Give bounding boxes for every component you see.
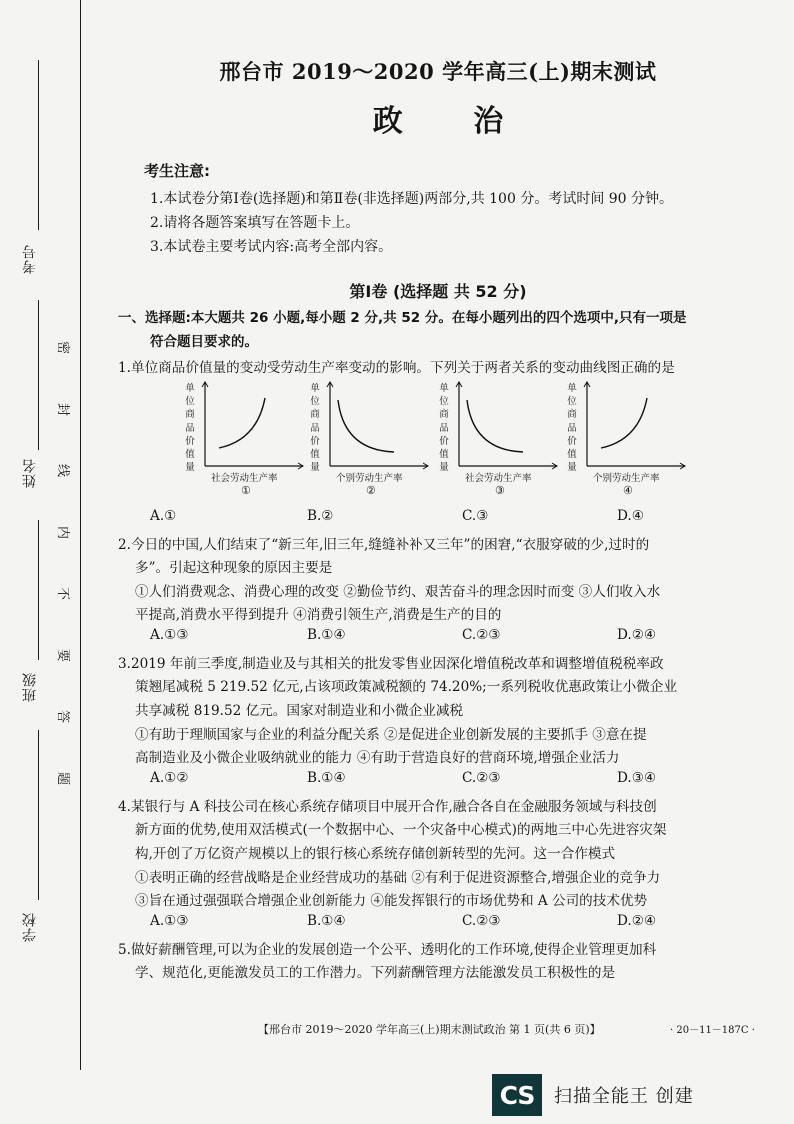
seal-char: 答 (55, 710, 71, 724)
exam-no-label: 考号 (22, 244, 38, 274)
section-instruction: 一、选择题:本大题共 26 小题,每小题 2 分,共 52 分。在每小题列出的四个选项中,只有一项是 (118, 310, 687, 326)
class-field (38, 520, 39, 660)
notice-item: 2.请将各题答案填写在答题卡上。 (150, 215, 360, 231)
part-title: 第Ⅰ卷 (选择题 共 52 分) (349, 282, 527, 301)
question-3-line: 共享减税 819.52 亿元。国家对制造业和小微企业减税 (135, 703, 464, 719)
exam-no-field (38, 60, 39, 230)
q3-option-d[interactable]: D.③④ (617, 770, 657, 786)
q1-graph-2 (308, 378, 433, 500)
question-2-line: ①人们消费观念、消费心理的改变 ②勤俭节约、艰苦奋斗的理念因时而变 ③人们收入水 (135, 584, 661, 600)
graph-plot (199, 378, 309, 474)
seal-line (40, 300, 41, 800)
graph-number-label: ① (241, 484, 251, 497)
section-instruction: 符合题目要求的。 (150, 334, 258, 350)
seal-char: 线 (55, 464, 71, 478)
graph-curve (467, 400, 523, 452)
name-label: 姓名 (22, 458, 38, 488)
school-field (38, 730, 39, 900)
question-3-line: 3.2019 年前三季度,制造业及与其相关的批发零售业因深化增值税改革和调整增值税税率政 (118, 656, 664, 672)
graph-y-axis-label: 单位商品价值量 (567, 383, 577, 474)
q2-option-c[interactable]: C.②③ (462, 627, 501, 643)
question-5-line: 5.做好薪酬管理,可以为企业的发展创造一个公平、透明化的工作环境,使得企业管理更加科 (118, 942, 657, 958)
school-label: 学校 (22, 912, 38, 942)
q3-option-c[interactable]: C.②③ (462, 770, 501, 786)
question-4-line: 4.某银行与 A 科技公司在核心系统存储项目中展开合作,融合各自在金融服务领域与科技创 (118, 799, 657, 815)
subject-title: 政 治 (372, 104, 534, 139)
seal-char: 封 (55, 402, 71, 416)
graph-plot (581, 378, 691, 474)
graph-x-axis-label: 社会劳动生产率 (211, 473, 278, 484)
graph-y-axis-label: 单位商品价值量 (310, 383, 320, 474)
question-3-line: 策翘尾减税 5 219.52 亿元,占该项政策减税额的 74.20%;一系列税收优惠政策让小微企业 (135, 679, 678, 695)
seal-char: 密 (55, 340, 71, 355)
graph-x-axis-label: 个别劳动生产率 (336, 473, 403, 484)
graph-plot (324, 378, 434, 474)
question-1-stem: 1.单位商品价值量的变动受劳动生产率变动的影响。下列关于两者关系的变动曲线图正确的是 (118, 360, 675, 376)
q4-option-c[interactable]: C.②③ (462, 913, 501, 929)
graph-curve (338, 400, 394, 452)
graph-y-axis-label: 单位商品价值量 (439, 383, 449, 474)
margin-border-line (80, 0, 81, 1070)
graph-number-label: ③ (495, 484, 505, 497)
name-field (38, 300, 39, 450)
page-footer: 【邢台市 2019～2020 学年高三(上)期末测试政治 第 1 页(共 6 页)】 (258, 1023, 601, 1036)
seal-char: 要 (55, 648, 71, 662)
q1-option-a[interactable]: A.① (150, 508, 177, 524)
class-label: 班级 (22, 672, 38, 702)
q3-option-a[interactable]: A.①② (150, 770, 189, 786)
notice-item: 3.本试卷主要考试内容:高考全部内容。 (150, 239, 393, 255)
q1-option-b[interactable]: B.② (307, 508, 334, 524)
q1-graph-4 (565, 378, 690, 500)
binding-margin (0, 0, 82, 1070)
question-3-line: ①有助于理顺国家与企业的利益分配关系 ②是促进企业创新发展的主要抓手 ③意在提 (135, 727, 647, 743)
q4-option-b[interactable]: B.①④ (307, 913, 346, 929)
camscanner-watermark-text: 扫描全能王 创建 (554, 1086, 694, 1107)
question-3-line: 高制造业及小微企业吸纳就业的能力 ④有助于营造良好的营商环境,增强企业活力 (135, 750, 620, 766)
graph-y-axis-label: 单位商品价值量 (185, 383, 195, 474)
graph-x-axis-label: 社会劳动生产率 (465, 473, 532, 484)
q1-graph-1 (183, 378, 308, 500)
question-4-line: ①表明正确的经营战略是企业经营成功的基础 ②有利于促进资源整合,增强企业的竞争力 (135, 870, 661, 886)
graph-number-label: ④ (623, 484, 633, 497)
q2-option-d[interactable]: D.②④ (617, 627, 657, 643)
graph-curve (601, 398, 647, 448)
notice-heading: 考生注意: (144, 162, 210, 180)
notice-item: 1.本试卷分第Ⅰ卷(选择题)和第Ⅱ卷(非选择题)两部分,共 100 分。考试时间 90 分钟。 (150, 191, 674, 207)
seal-char: 内 (55, 525, 71, 539)
q1-option-c[interactable]: C.③ (462, 508, 489, 524)
graph-curve (219, 398, 265, 448)
q4-option-d[interactable]: D.②④ (617, 913, 657, 929)
paper-code: · 20－11－187C · (670, 1025, 755, 1036)
q2-option-a[interactable]: A.①③ (150, 627, 189, 643)
q4-option-a[interactable]: A.①③ (150, 913, 189, 929)
seal-line-text (56, 338, 74, 788)
question-2-line: 平提高,消费水平得到提升 ④消费引领生产,消费是生产的目的 (135, 607, 502, 623)
question-4-line: ③旨在通过强强联合增强企业创新能力 ④能发挥银行的市场优势和 A 公司的技术优势 (135, 893, 648, 909)
question-2-line: 多”。引起这种现象的原因主要是 (135, 560, 333, 576)
question-5-line: 学、规范化,更能激发员工的工作潜力。下列薪酬管理方法能激发员工积极性的是 (135, 965, 616, 981)
graph-x-axis-label: 个别劳动生产率 (593, 473, 660, 484)
graph-plot (453, 378, 563, 474)
seal-char: 不 (55, 587, 71, 601)
question-4-line: 新方面的优势,使用双活模式(一个数据中心、一个灾备中心模式)的两地三中心先进容灾架 (135, 822, 667, 838)
q1-graph-3 (437, 378, 562, 500)
q2-option-b[interactable]: B.①④ (307, 627, 346, 643)
q1-option-d[interactable]: D.④ (617, 508, 644, 524)
seal-char: 题 (55, 771, 71, 785)
question-4-line: 构,开创了万亿资产规模以上的银行核心系统存储创新转型的先河。这一合作模式 (135, 846, 616, 862)
camscanner-logo: CS (492, 1074, 542, 1116)
exam-title: 邢台市 2019～2020 学年高三(上)期末测试 (219, 59, 657, 84)
question-2-line: 2.今日的中国,人们结束了“新三年,旧三年,缝缝补补又三年”的困窘,“衣服穿破的少,过时的 (118, 537, 650, 553)
q3-option-b[interactable]: B.①④ (307, 770, 346, 786)
graph-number-label: ② (366, 484, 376, 497)
